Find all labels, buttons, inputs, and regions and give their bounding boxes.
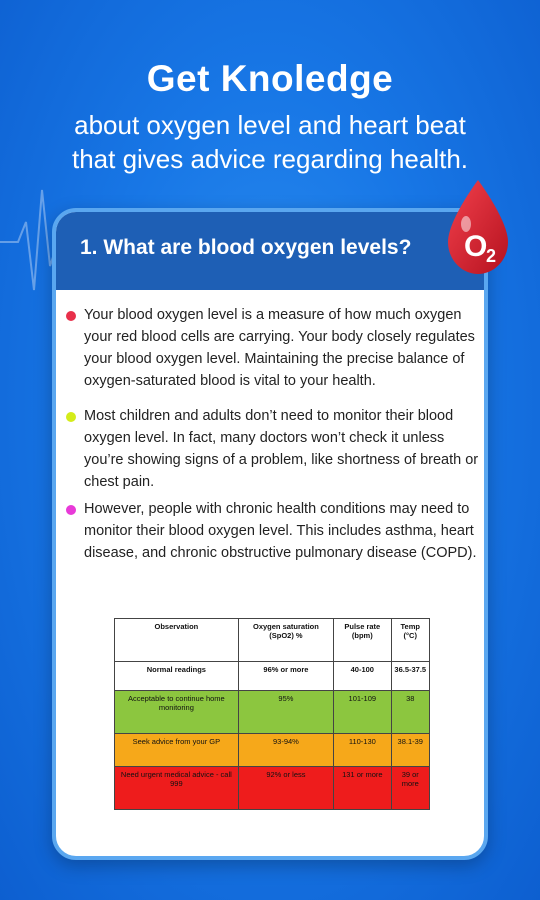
table-header-row [115,619,430,662]
bullet-text: Your blood oxygen level is a measure of how much oxygen your red blood cells are carrying. Your body closely regulates your blood oxygen level. Maintaining the precise balance of oxygen-saturated blood is vital to your health. [84,307,475,389]
oxygen-drop-icon [444,178,512,278]
bullet-dot [66,505,76,515]
hero-subtitle [0,108,540,176]
table-cell: 131 or more [334,767,391,810]
table-cell: Normal readings [115,662,239,691]
table-row [115,734,430,767]
table-cell: 40-100 [334,662,391,691]
table-cell: 38.1-39 [391,734,429,767]
hero-subtitle-line2: that gives advice regarding health. [71,144,469,174]
table-row [115,691,430,734]
bullet-text: Most children and adults don’t need to monitor their blood oxygen level. In fact, many doctors won’t check it unless you’re showing signs of a problem, like shortness of breath or chest pain. [84,408,479,490]
table-cell: 101-109 [334,691,391,734]
card-header [56,212,484,290]
table-cell: 38 [391,691,429,734]
hero-title: Get Knoledge [146,58,394,99]
info-card [52,208,488,860]
table-cell: 110-130 [334,734,391,767]
table-header-cell: Oxygen saturation (SpO2) % [238,619,333,662]
bullet-dot [66,311,76,321]
hero-subtitle-line1: about oxygen level and heart beat [74,110,466,140]
table-cell: Acceptable to continue home monitoring [115,691,239,734]
card-title: 1. What are blood oxygen levels? [80,236,412,259]
hero [0,58,540,176]
bullet-dot [66,412,76,422]
table-cell: Need urgent medical advice - call 999 [115,767,239,810]
table-header-cell: Observation [115,619,239,662]
table-cell: 36.5-37.5 [391,662,429,691]
drop-text-o: O [464,230,488,263]
table-cell: 93-94% [238,734,333,767]
bullet-text: However, people with chronic health conditions may need to monitor their blood oxygen level. This includes asthma, heart disease, and chronic obstructive pulmonary disease (COPD). [84,501,477,561]
table-cell: 39 or more [391,767,429,810]
table-cell: 96% or more [238,662,333,691]
drop-text-sub: 2 [486,246,497,266]
oxygen-level-table [114,618,430,810]
table-header-cell: Pulse rate (bpm) [334,619,391,662]
table-cell: 95% [238,691,333,734]
table-header-cell: Temp (°C) [391,619,429,662]
table-row [115,662,430,691]
table-row [115,767,430,810]
table-cell: 92% or less [238,767,333,810]
table-cell: Seek advice from your GP [115,734,239,767]
